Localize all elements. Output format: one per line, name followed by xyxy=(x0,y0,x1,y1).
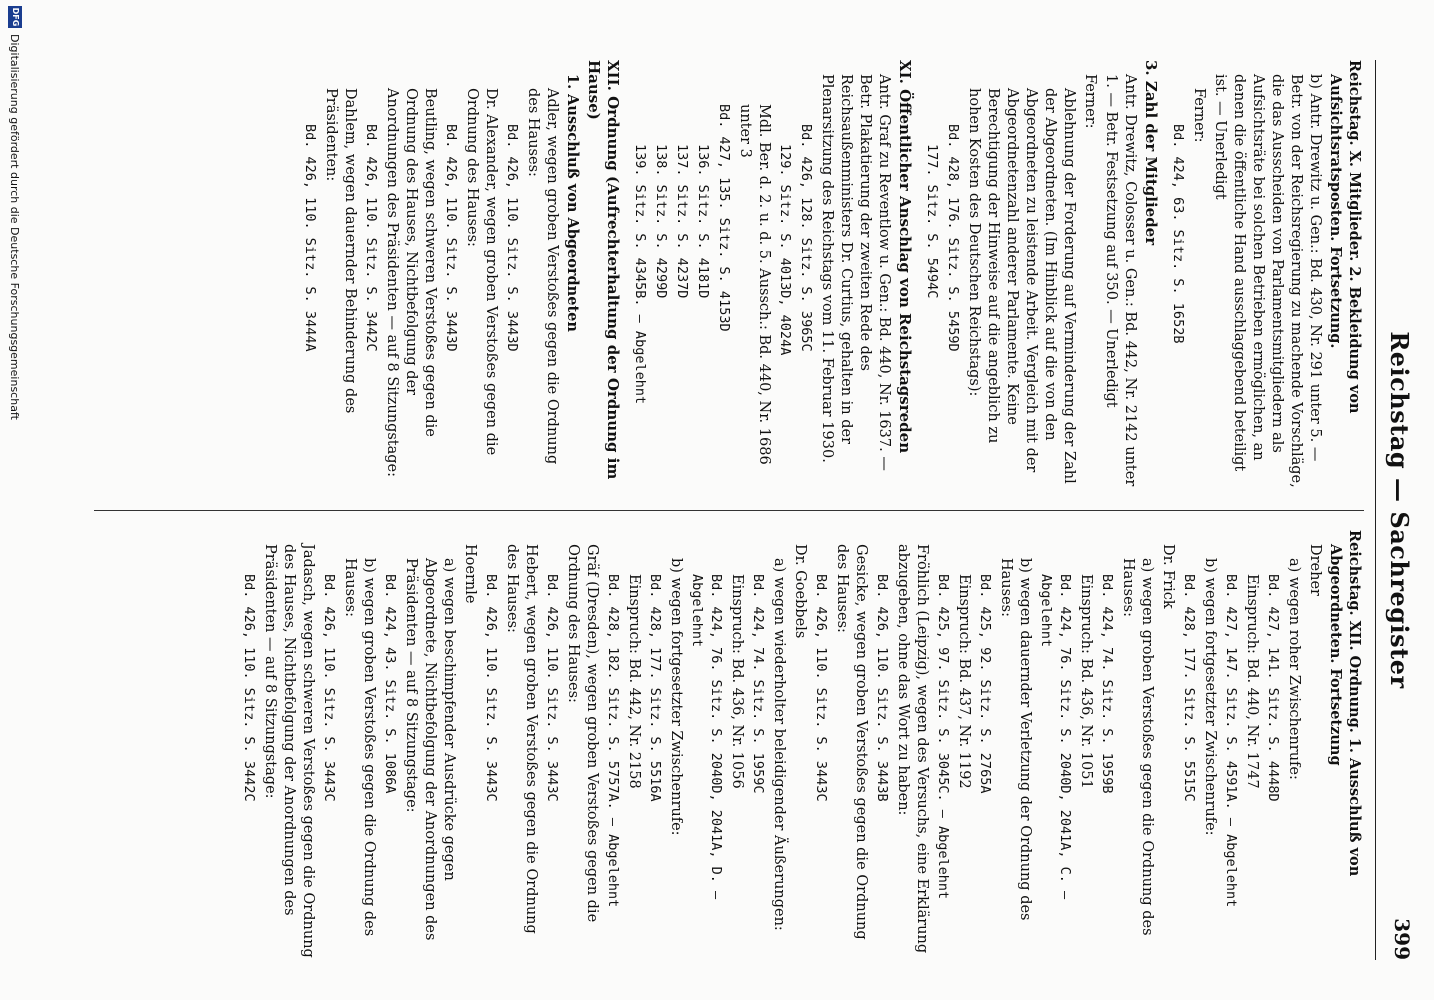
index-entry: b) Antr. Drewitz u. Gen.: Bd. 430, Nr. 291 unter 5. — Betr. von der Reichsregierung zu machende Vorschläge, die das Ausscheiden von Parlamentsmitgliedern als Aufsichtsräte bei solchen Betrieben ermöglichen, an denen die öffentliche Hand ausschlaggebend beteiligt ist. — Unerledigt xyxy=(1212,74,1323,488)
index-entry: Einspruch: Bd. 437, Nr. 1192 xyxy=(956,574,972,789)
index-entry: Bd. 426, 110. Sitz. S. 3443C xyxy=(813,574,829,802)
index-entry: 139. Sitz. S. 4345B. — Abgelehnt xyxy=(632,144,648,405)
right-column xyxy=(237,530,1364,960)
index-entry: Bd. 428, 182. Sitz. S. 5757A. — Abgelehnt xyxy=(605,574,621,908)
index-entry: Dr. Frick xyxy=(1160,544,1176,609)
index-entry: Bd. 426, 110. Sitz. S. 3442C xyxy=(241,574,257,802)
index-entry: Ferner: xyxy=(1082,74,1098,129)
index-entry: Antr. Graf zu Reventlow u. Gen.: Bd. 440, Nr. 1637. — Betr. Plakatierung der zweiten Rede des Reichsaußenministers Dr. Curtius, gehalten in der Plenarsitzung des Reichstags vom 11. Februar 1930. xyxy=(819,74,892,471)
index-entry: a) wegen roher Zwischenrufe: xyxy=(1286,558,1302,780)
index-entry: Einspruch: Bd. 440, Nr. 1747 xyxy=(1244,574,1260,789)
index-entry: b) wegen dauernder Verletzung der Ordnung des Hauses: xyxy=(998,558,1033,921)
index-entry: Bd. 426, 110. Sitz. S. 3443C xyxy=(483,574,499,802)
footer-text: Digitalisierung gefördert durch die Deutsche Forschungsgemeinschaft xyxy=(8,34,22,420)
index-entry: Bd. 425, 92. Sitz. S. 2765A xyxy=(977,574,993,794)
index-entry: Bd. 424, 74. Sitz. S. 1959B xyxy=(1099,574,1115,794)
index-entry: a) wegen beschimpfender Ausdrücke gegen Abgeordnete, Nichtbefolgung der Anordnungen des Präsidenten — auf 8 Sitzungstage: xyxy=(403,558,457,941)
index-entry: Reichstag. XII. Ordnung. 1. Ausschluß von Abgeordneten. Fortsetzung xyxy=(1327,530,1363,877)
index-entry: 138. Sitz. S. 4299D xyxy=(653,144,669,299)
footer xyxy=(2,0,28,1000)
page-header xyxy=(1382,60,1420,960)
index-entry: 177. Sitz. S. 5494C xyxy=(924,144,940,299)
index-entry: Bd. 427, 135. Sitz. S. 4153D xyxy=(716,104,732,332)
index-entry: Bd. 424, 63. Sitz. S. 1652B xyxy=(1170,124,1186,344)
index-entry: 137. Sitz. S. 4237D xyxy=(674,144,690,299)
index-entry: Bd. 426, 128. Sitz. S. 3965C xyxy=(798,124,814,352)
index-entry: Einspruch: Bd. 436, Nr. 1056 xyxy=(729,574,745,789)
index-entry: Bd. 424, 76. Sitz. S. 2040D, 2041A, D. — Abgelehnt xyxy=(689,574,724,900)
index-entry: Ferner: xyxy=(1191,88,1207,143)
index-entry: 1. Ausschluß von Abgeordneten xyxy=(564,74,581,332)
column-divider xyxy=(94,510,1364,511)
index-entry: Bd. 424, 76. Sitz. S. 2040D, 2041A, C. — Abgelehnt xyxy=(1038,574,1073,900)
index-entry: Dahlem, wegen dauernder Behinderung des Präsidenten: xyxy=(323,88,358,414)
index-entry: Dr. Alexander, wegen groben Verstoßes gegen die Ordnung des Hauses: xyxy=(464,88,499,456)
index-entry: b) wegen groben Verstoßes gegen die Ordnung des Hauses: xyxy=(342,558,377,937)
index-entry: Gräf (Dresden), wegen groben Verstoßes gegen die Ordnung des Hauses: xyxy=(565,544,600,923)
index-entry: Einspruch: Bd. 436, Nr. 1051 xyxy=(1078,574,1094,789)
index-entry: Bd. 428, 177. Sitz. S. 5516A xyxy=(647,574,663,802)
index-entry: Bd. 427, 147. Sitz. S. 4591A. — Abgelehnt xyxy=(1223,574,1239,908)
index-entry: a) wegen groben Verstoßes gegen die Ordnung des Hauses: xyxy=(1120,558,1155,936)
index-entry: Hebert, wegen groben Verstoßes gegen die Ordnung des Hauses: xyxy=(504,544,539,934)
index-entry: Hoernle xyxy=(462,544,478,604)
index-entry: Bd. 428, 176. Sitz. S. 5459D xyxy=(945,124,961,352)
index-entry: Bd. 426, 110. Sitz. S. 3443D xyxy=(504,124,520,352)
index-entry: Bd. 426, 110. Sitz. S. 3444A xyxy=(302,124,318,352)
index-entry: XI. Öffentlicher Anschlag von Reichstagsreden xyxy=(896,60,914,454)
index-entry: Bd. 428, 177. Sitz. S. 5515C xyxy=(1181,574,1197,802)
header-rule xyxy=(1375,60,1376,960)
index-entry: Bd. 424, 74. Sitz. S. 1959C xyxy=(750,574,766,794)
left-column xyxy=(298,60,1364,490)
index-entry: b) wegen fortgesetzter Zwischenrufe: xyxy=(1202,558,1218,836)
index-entry: Reichstag. X. Mitglieder. 2. Bekleidung von Aufsichtsratsposten. Fortsetzung. xyxy=(1327,60,1363,414)
index-entry: Bd. 426, 110. Sitz. S. 3443C xyxy=(544,574,560,802)
index-entry: Mdl. Ber. d. 2. u. d. 5. Aussch.: Bd. 440, Nr. 1686 unter 3 xyxy=(737,104,772,465)
index-entry: Gesicke, wegen groben Verstoßes gegen die Ordnung des Hauses: xyxy=(834,544,869,940)
index-entry: Beutling, wegen schweren Verstoßes gegen die Ordnung des Hauses, Nichtbefolgung der Anordnungen des Präsidenten — auf 8 Sitzungstage: xyxy=(384,88,438,478)
index-entry: Dr. Goebbels xyxy=(792,544,808,639)
index-entry: Bd. 426, 110. Sitz. S. 3443C xyxy=(321,574,337,802)
index-entry: Bd. 426, 110. Sitz. S. 3443D xyxy=(443,124,459,352)
index-entry: Einspruch: Bd. 442, Nr. 2158 xyxy=(626,574,642,789)
index-entry: Ablehnung der Forderung auf Verminderung der Zahl der Abgeordneten. (Im Hinblick auf die von den Abgeordneten zu leistende Arbeit. Vergleich mit der Abgeordnetenzahl anderer Parlamente. Keine Berechtigung der Hinweise auf die angeblich zu hohen Kosten des Deutschen Reichstags): xyxy=(966,88,1077,484)
index-entry: b) wegen fortgesetzter Zwischenrufe: xyxy=(668,558,684,836)
index-entry: Bd. 427, 141. Sitz. S. 4448D xyxy=(1265,574,1281,802)
running-title: Reichstag — Sachregister xyxy=(1385,331,1414,689)
index-entry: Bd. 425, 97. Sitz. S. 3045C. — Abgelehnt xyxy=(935,574,951,900)
index-entry: XII. Ordnung (Aufrechterhaltung der Ordnung im Hause) xyxy=(585,60,622,480)
index-entry: a) wegen wiederholter beleidigender Äußerungen: xyxy=(771,558,787,931)
page-number: 399 xyxy=(1390,918,1414,960)
index-entry: Bd. 424, 43. Sitz. S. 1086A xyxy=(382,574,398,794)
columns xyxy=(34,60,1364,960)
index-entry: Bd. 426, 110. Sitz. S. 3442C xyxy=(363,124,379,352)
dfg-logo: DFG xyxy=(8,6,22,28)
index-entry: 136. Sitz. S. 4181D xyxy=(695,144,711,299)
index-entry: Dreher xyxy=(1307,544,1323,596)
index-entry: 129. Sitz. S. 4013D, 4024A xyxy=(777,144,793,356)
index-entry: Jadasch, wegen schweren Verstoßes gegen die Ordnung des Hauses, Nichtbefolgung der Anordnungen des Präsidenten — auf 8 Sitzungstage: xyxy=(262,544,316,958)
index-entry: Bd. 426, 110. Sitz. S. 3443B xyxy=(874,574,890,802)
index-entry: Antr. Drewitz, Colosser u. Gen.: Bd. 442, Nr. 2142 unter 1. — Betr. Festsetzung auf 350. — Unerledigt xyxy=(1103,74,1138,487)
index-entry: Adler, wegen groben Verstoßes gegen die Ordnung des Hauses: xyxy=(525,88,560,465)
index-entry: 3. Zahl der Mitglieder xyxy=(1142,60,1160,246)
index-entry: Fröhlich (Leipzig), wegen des Versuchs, eine Erklärung abzugeben, ohne das Wort zu haben: xyxy=(895,544,930,954)
